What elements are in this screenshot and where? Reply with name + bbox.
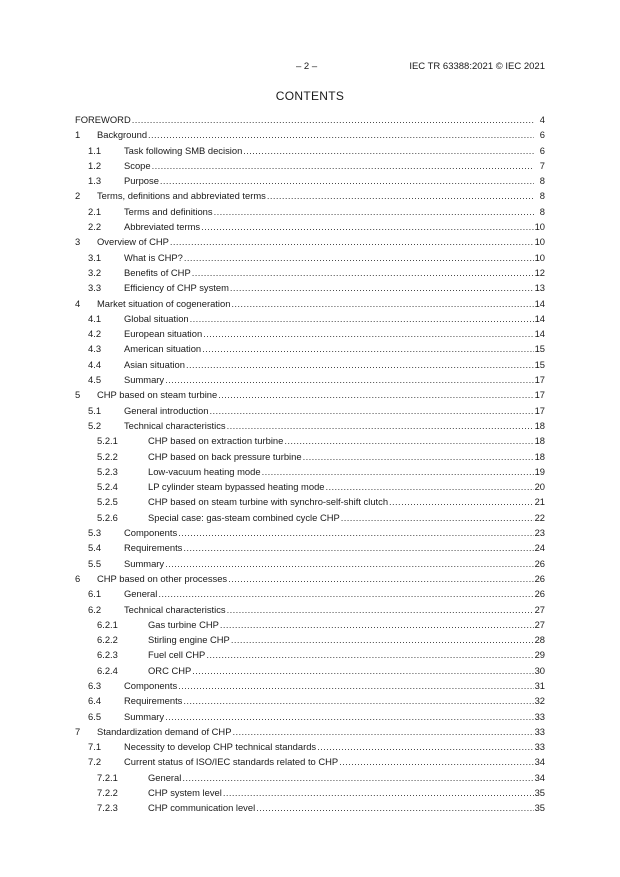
toc-entry[interactable]: [75, 617, 545, 632]
toc-entry-title: General: [148, 771, 182, 783]
toc-dot-leader: [214, 204, 534, 219]
toc-entry-number: 5.2.3: [97, 465, 118, 477]
toc-entry-title: Terms and definitions: [124, 205, 213, 217]
toc-entry[interactable]: [75, 510, 545, 525]
toc-entry-number: 4.4: [88, 358, 102, 370]
toc-dot-leader: [183, 693, 533, 708]
toc-entry-number: 3.2: [88, 266, 102, 278]
toc-dot-leader: [341, 510, 534, 525]
toc-entry-page: 20: [534, 481, 545, 493]
toc-entry[interactable]: [75, 357, 545, 372]
toc-entry-number: 2.1: [88, 205, 102, 217]
toc-dot-leader: [317, 739, 533, 754]
toc-dot-leader: [186, 357, 534, 372]
toc-entry-title: Benefits of CHP: [124, 266, 191, 278]
toc-entry-number: 5.2.2: [97, 450, 118, 462]
toc-entry-number: 6.2: [88, 603, 102, 615]
toc-entry-page: 14: [534, 297, 545, 309]
toc-entry-number: 7.2.3: [97, 802, 118, 814]
toc-dot-leader: [228, 571, 533, 586]
toc-entry-page: 29: [534, 649, 545, 661]
toc-entry-title: Global situation: [124, 312, 189, 324]
toc-entry-title: Standardization demand of CHP: [97, 725, 232, 737]
toc-entry-number: 1.1: [88, 144, 102, 156]
toc-entry[interactable]: [75, 127, 545, 142]
toc-dot-leader: [206, 647, 533, 662]
toc-entry-number: 6.2.2: [97, 634, 118, 646]
toc-entry-number: 1.3: [88, 175, 102, 187]
toc-entry[interactable]: [75, 770, 545, 785]
toc-entry-title: CHP based on extraction turbine: [148, 435, 284, 447]
toc-entry-title: General introduction: [124, 404, 209, 416]
toc-entry-page: 24: [534, 542, 545, 554]
toc-dot-leader: [170, 234, 534, 249]
toc-entry-page: 32: [534, 695, 545, 707]
toc-entry-page: 17: [534, 389, 545, 401]
toc-entry-number: 6: [75, 572, 81, 584]
toc-dot-leader: [209, 403, 533, 418]
toc-entry-page: 27: [534, 618, 545, 630]
toc-entry-page: 30: [534, 664, 545, 676]
toc-entry-number: 3: [75, 236, 81, 248]
toc-entry[interactable]: [75, 112, 545, 127]
toc-dot-leader: [227, 418, 534, 433]
toc-entry[interactable]: [75, 173, 545, 188]
toc-dot-leader: [303, 449, 534, 464]
toc-dot-leader: [183, 540, 533, 555]
toc-entry-number: 4.2: [88, 328, 102, 340]
toc-entry-title: Technical characteristics: [124, 603, 226, 615]
toc-entry-number: 6.2.4: [97, 664, 118, 676]
toc-entry-title: Overview of CHP: [97, 236, 169, 248]
toc-entry-title: Requirements: [124, 695, 183, 707]
toc-dot-leader: [243, 143, 534, 158]
toc-entry[interactable]: [75, 739, 545, 754]
toc-entry[interactable]: [75, 754, 545, 769]
toc-entry-number: 7.2.2: [97, 787, 118, 799]
toc-entry-page: 12: [534, 266, 545, 278]
toc-entry[interactable]: [75, 280, 545, 295]
toc-entry[interactable]: [75, 387, 545, 402]
toc-dot-leader: [148, 127, 534, 142]
toc-entry-number: 7.1: [88, 741, 102, 753]
toc-entry[interactable]: [75, 188, 545, 203]
toc-entry-page: 35: [534, 802, 545, 814]
toc-entry-number: 6.2.3: [97, 649, 118, 661]
toc-dot-leader: [389, 494, 534, 509]
toc-dot-leader: [178, 525, 533, 540]
toc-entry-title: Stirling engine CHP: [148, 634, 230, 646]
toc-entry-page: 22: [534, 511, 545, 523]
toc-entry-page: 27: [534, 603, 545, 615]
toc-entry-title: Market situation of cogeneration: [97, 297, 231, 309]
toc-dot-leader: [223, 785, 534, 800]
toc-dot-leader: [256, 800, 533, 815]
toc-dot-leader: [231, 632, 534, 647]
toc-dot-leader: [227, 602, 534, 617]
contents-title: CONTENTS: [275, 89, 345, 103]
toc-dot-leader: [230, 280, 534, 295]
toc-dot-leader: [160, 173, 534, 188]
toc-entry-title: CHP based on back pressure turbine: [148, 450, 302, 462]
toc-entry-page: 17: [534, 374, 545, 386]
toc-entry-number: 6.2.1: [97, 618, 118, 630]
toc-entry[interactable]: [75, 632, 545, 647]
toc-entry[interactable]: [75, 250, 545, 265]
toc-entry-title: Purpose: [124, 175, 159, 187]
toc-entry[interactable]: [75, 586, 545, 601]
toc-entry-number: 2.2: [88, 221, 102, 233]
toc-entry[interactable]: [75, 709, 545, 724]
toc-entry-title: Components: [124, 679, 178, 691]
toc-entry-title: Current status of ISO/IEC standards related to CHP: [124, 756, 339, 768]
toc-entry-page: 10: [534, 236, 545, 248]
toc-entry-title: General: [124, 588, 158, 600]
toc-dot-leader: [132, 112, 534, 127]
toc-entry[interactable]: [75, 785, 545, 800]
document-id: IEC TR 63388:2021 © IEC 2021: [409, 61, 545, 72]
toc-entry-title: FOREWORD: [75, 114, 131, 125]
toc-dot-leader: [165, 372, 533, 387]
toc-entry[interactable]: [75, 494, 545, 509]
toc-entry-title: Summary: [124, 710, 165, 722]
toc-entry-page: 26: [534, 557, 545, 569]
toc-entry-number: 5.2.5: [97, 496, 118, 508]
toc-entry-title: Task following SMB decision: [124, 144, 243, 156]
toc-dot-leader: [284, 433, 533, 448]
toc-entry-title: Summary: [124, 374, 165, 386]
toc-entry-number: 7.2.1: [97, 771, 118, 783]
toc-entry-title: Background: [97, 129, 148, 141]
toc-entry-page: 18: [534, 450, 545, 462]
toc-entry[interactable]: [75, 418, 545, 433]
toc-dot-leader: [165, 709, 533, 724]
toc-entry[interactable]: [75, 693, 545, 708]
toc-dot-leader: [203, 326, 533, 341]
toc-entry[interactable]: [75, 158, 545, 173]
toc-dot-leader: [178, 678, 533, 693]
toc-entry-title: American situation: [124, 343, 202, 355]
toc-entry-number: 7: [75, 725, 81, 737]
toc-entry-title: CHP system level: [148, 787, 222, 799]
toc-dot-leader: [218, 387, 533, 402]
toc-dot-leader: [220, 617, 534, 632]
toc-entry-page: 33: [534, 741, 545, 753]
toc-dot-leader: [202, 341, 533, 356]
toc-entry-number: 3.1: [88, 251, 102, 263]
toc-entry-page: 8: [539, 190, 545, 202]
toc-entry-page: 10: [534, 221, 545, 233]
toc-entry[interactable]: [75, 540, 545, 555]
toc-entry-number: 5.2.1: [97, 435, 118, 447]
toc-entry-title: Efficiency of CHP system: [124, 282, 229, 294]
toc-entry[interactable]: [75, 265, 545, 280]
toc-dot-leader: [232, 724, 533, 739]
toc-entry-title: CHP based on other processes: [97, 572, 228, 584]
toc-entry-page: 10: [534, 251, 545, 263]
toc-entry[interactable]: [75, 479, 545, 494]
toc-entry-number: 2: [75, 190, 81, 202]
toc-entry-title: Scope: [124, 159, 151, 171]
toc-entry-page: 34: [534, 771, 545, 783]
table-of-contents: [75, 112, 545, 816]
toc-entry-page: 8: [539, 205, 545, 217]
toc-entry-page: 15: [534, 358, 545, 370]
toc-entry[interactable]: [75, 143, 545, 158]
toc-entry-page: 17: [534, 404, 545, 416]
toc-entry-title: Gas turbine CHP: [148, 618, 219, 630]
toc-dot-leader: [184, 250, 534, 265]
toc-entry[interactable]: [75, 403, 545, 418]
toc-entry-page: 6: [539, 129, 545, 141]
toc-entry-number: 5.5: [88, 557, 102, 569]
toc-dot-leader: [182, 770, 533, 785]
toc-entry-title: European situation: [124, 328, 203, 340]
toc-entry[interactable]: [75, 464, 545, 479]
toc-entry-title: Asian situation: [124, 358, 185, 370]
toc-entry-title: CHP based on steam turbine: [97, 389, 218, 401]
toc-entry-page: 13: [534, 282, 545, 294]
toc-entry[interactable]: [75, 433, 545, 448]
toc-dot-leader: [158, 586, 533, 601]
toc-entry[interactable]: [75, 663, 545, 678]
toc-dot-leader: [192, 663, 533, 678]
toc-entry[interactable]: [75, 219, 545, 234]
toc-entry-page: 14: [534, 312, 545, 324]
toc-entry-number: 3.3: [88, 282, 102, 294]
toc-dot-leader: [339, 754, 533, 769]
toc-entry-page: 6: [539, 144, 545, 156]
toc-entry-title: What is CHP?: [124, 251, 183, 263]
toc-dot-leader: [267, 188, 534, 203]
toc-entry-page: 26: [534, 572, 545, 584]
toc-entry-number: 5.2.6: [97, 511, 118, 523]
toc-entry-number: 4: [75, 297, 81, 309]
toc-entry-number: 4.1: [88, 312, 102, 324]
toc-entry-number: 6.5: [88, 710, 102, 722]
toc-entry-page: 18: [534, 435, 545, 447]
toc-entry-page: 35: [534, 787, 545, 799]
toc-entry-title: Technical characteristics: [124, 419, 226, 431]
toc-entry-page: 23: [534, 527, 545, 539]
page-header: [0, 61, 620, 75]
toc-entry-page: 21: [534, 496, 545, 508]
toc-entry-page: 14: [534, 328, 545, 340]
toc-entry-page: 33: [534, 710, 545, 722]
toc-entry-title: Summary: [124, 557, 165, 569]
toc-dot-leader: [152, 158, 534, 173]
toc-entry-page: 34: [534, 756, 545, 768]
toc-entry-page: 18: [534, 419, 545, 431]
toc-entry-title: LP cylinder steam bypassed heating mode: [148, 481, 325, 493]
toc-dot-leader: [326, 479, 534, 494]
toc-entry-title: Components: [124, 527, 178, 539]
toc-entry-page: 19: [534, 465, 545, 477]
toc-entry-title: Terms, definitions and abbreviated terms: [97, 190, 266, 202]
toc-entry-page: 7: [539, 159, 545, 171]
toc-entry-number: 4.5: [88, 374, 102, 386]
toc-entry[interactable]: [75, 204, 545, 219]
toc-entry-title: Necessity to develop CHP technical standards: [124, 741, 317, 753]
toc-entry-number: 6.4: [88, 695, 102, 707]
toc-entry[interactable]: [75, 234, 545, 249]
toc-entry-title: CHP communication level: [148, 802, 256, 814]
toc-entry-number: 6.3: [88, 679, 102, 691]
toc-dot-leader: [262, 464, 534, 479]
toc-entry[interactable]: [75, 647, 545, 662]
toc-dot-leader: [201, 219, 533, 234]
toc-entry-title: Abbreviated terms: [124, 221, 201, 233]
toc-entry[interactable]: [75, 296, 545, 311]
toc-entry-title: CHP based on steam turbine with synchro-self-shift clutch: [148, 496, 389, 508]
toc-entry[interactable]: [75, 311, 545, 326]
toc-entry-number: 5: [75, 389, 81, 401]
toc-entry-number: 5.1: [88, 404, 102, 416]
toc-entry-number: 6.1: [88, 588, 102, 600]
toc-entry-page: 33: [534, 725, 545, 737]
toc-entry[interactable]: [75, 449, 545, 464]
toc-entry[interactable]: [75, 800, 545, 815]
toc-entry-title: Special case: gas-steam combined cycle CHP: [148, 511, 340, 523]
toc-entry[interactable]: [75, 724, 545, 739]
toc-entry-number: 5.3: [88, 527, 102, 539]
toc-entry-number: 5.4: [88, 542, 102, 554]
toc-entry-page: 4: [539, 114, 545, 125]
toc-dot-leader: [165, 556, 533, 571]
page-number: – 2 –: [296, 61, 318, 72]
toc-entry-title: Low-vacuum heating mode: [148, 465, 261, 477]
toc-entry[interactable]: [75, 556, 545, 571]
toc-entry-number: 5.2: [88, 419, 102, 431]
toc-entry-number: 7.2: [88, 756, 102, 768]
toc-entry-number: 5.2.4: [97, 481, 118, 493]
toc-entry[interactable]: [75, 678, 545, 693]
toc-entry-title: Fuel cell CHP: [148, 649, 206, 661]
toc-entry[interactable]: [75, 525, 545, 540]
toc-entry-page: 26: [534, 588, 545, 600]
toc-entry-title: Requirements: [124, 542, 183, 554]
toc-entry[interactable]: [75, 326, 545, 341]
toc-entry-page: 31: [534, 679, 545, 691]
toc-dot-leader: [190, 311, 534, 326]
toc-entry-title: ORC CHP: [148, 664, 192, 676]
toc-entry-page: 28: [534, 634, 545, 646]
toc-entry-number: 1: [75, 129, 81, 141]
toc-entry[interactable]: [75, 372, 545, 387]
toc-entry[interactable]: [75, 571, 545, 586]
toc-entry-page: 15: [534, 343, 545, 355]
toc-entry[interactable]: [75, 341, 545, 356]
toc-dot-leader: [231, 296, 533, 311]
toc-entry-page: 8: [539, 175, 545, 187]
toc-entry[interactable]: [75, 602, 545, 617]
toc-entry-number: 4.3: [88, 343, 102, 355]
toc-dot-leader: [192, 265, 534, 280]
toc-entry-number: 1.2: [88, 159, 102, 171]
